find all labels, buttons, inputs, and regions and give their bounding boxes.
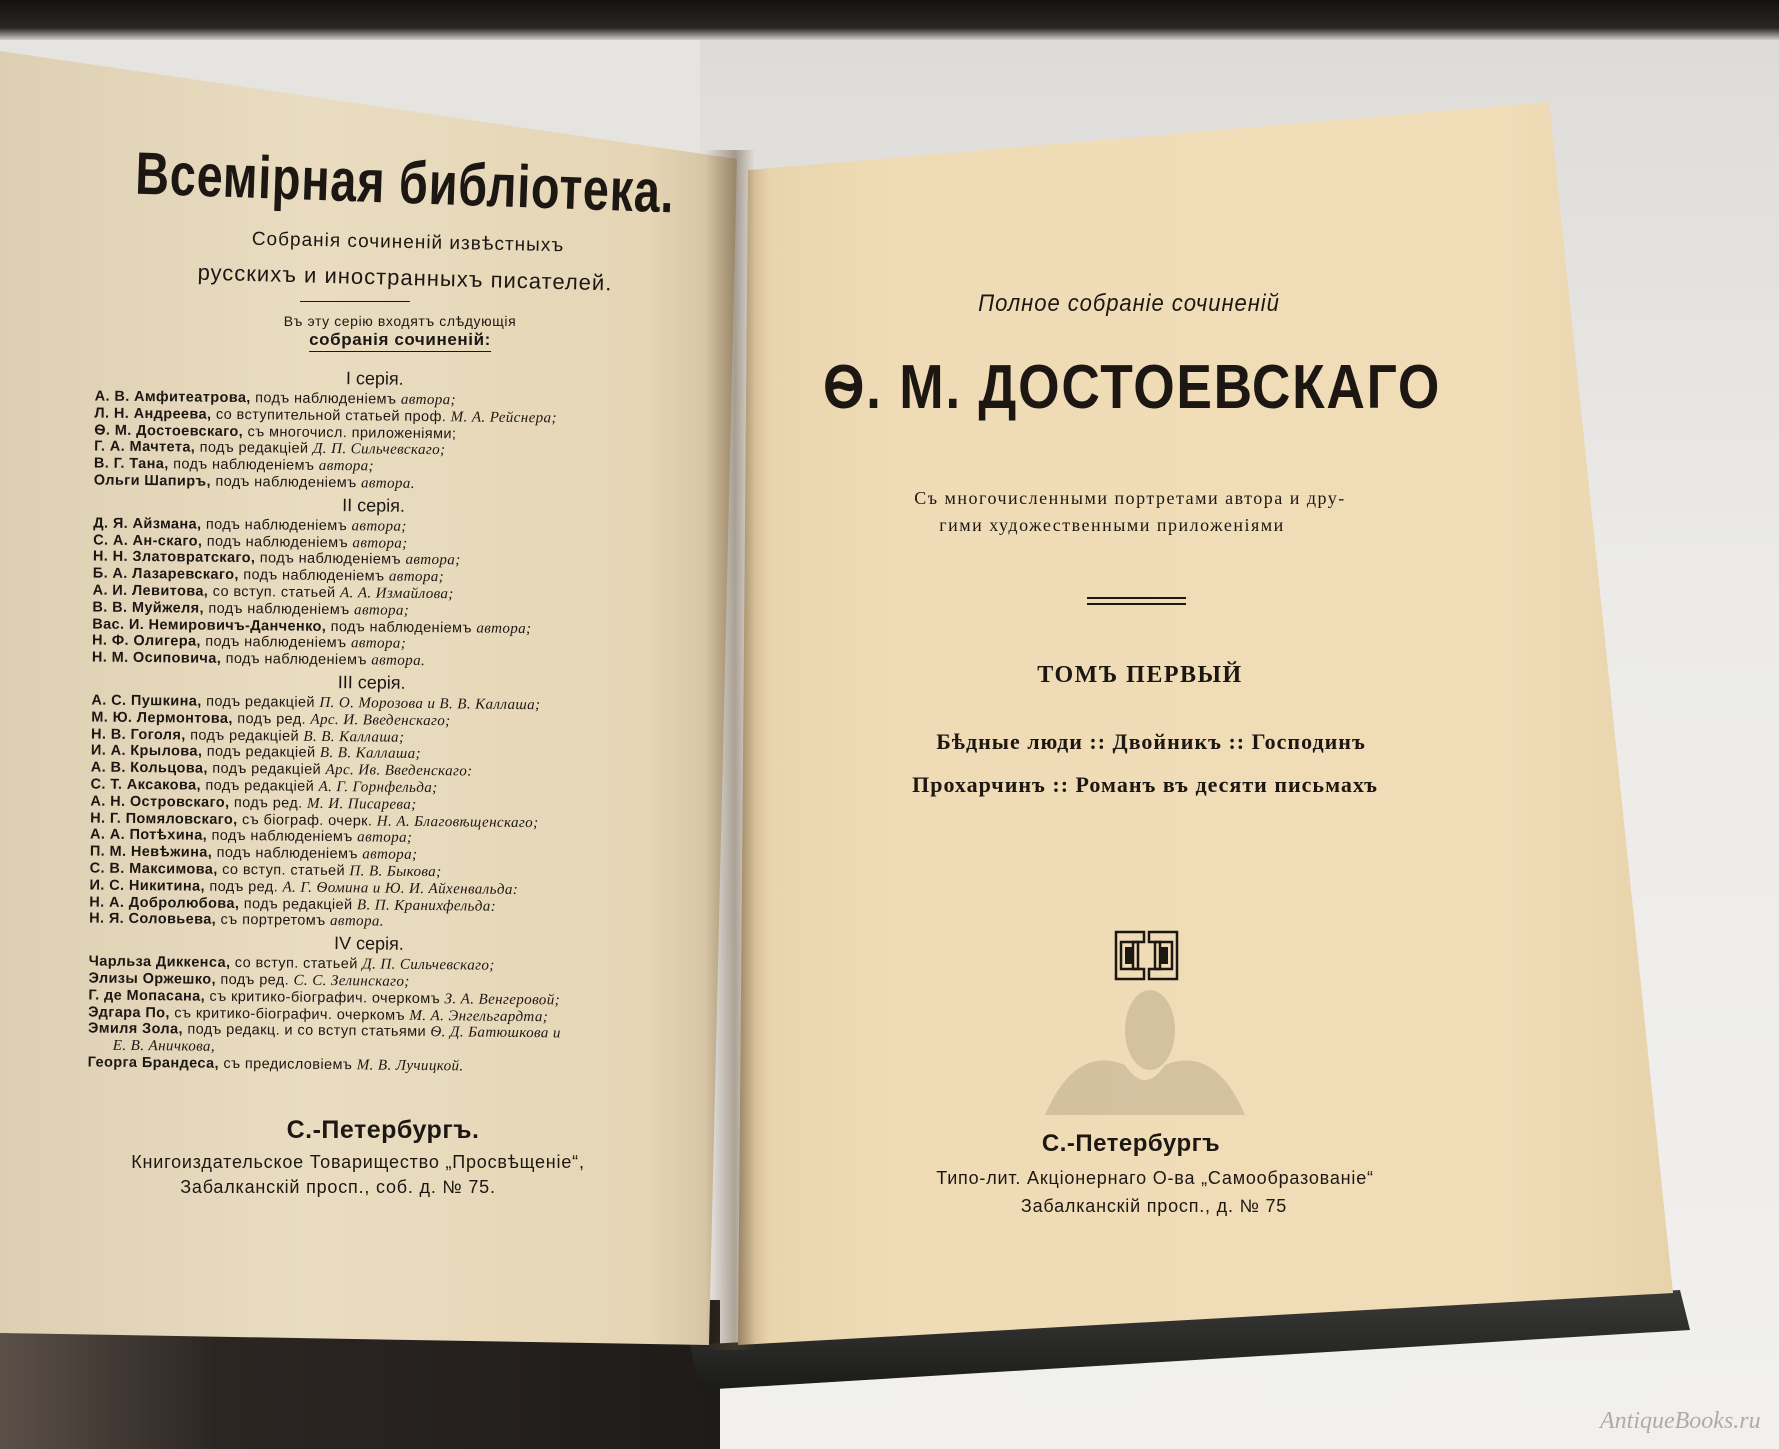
author-name: Георга Брандеса, — [87, 1054, 220, 1072]
author-name: Н. Н. Златовратскаго, — [92, 548, 256, 567]
author-name: С. А. Ан-скаго, — [93, 532, 203, 550]
right-city: С.-Петербургъ — [1041, 1130, 1221, 1157]
author-name: Л. Н. Андреева, — [94, 405, 212, 423]
series-heading: III серія. — [337, 672, 406, 693]
book-gutter — [705, 150, 755, 1350]
entry-text: подъ наблюденіемъ — [168, 456, 319, 475]
entry-editor: автора; — [388, 568, 445, 586]
right-address: Забалканскій просп., д. № 75 — [1020, 1196, 1288, 1216]
entry-editor: автора; — [354, 602, 410, 619]
left-city: С.-Петербургъ. — [286, 1116, 480, 1144]
author-name: Эмиля Зола, — [87, 1020, 184, 1038]
entry-editor: М. В. Лучицкой. — [356, 1057, 464, 1075]
entry-editor: С. С. Зелинскаго; — [293, 972, 410, 990]
author-name: Н. Ф. Олигера, — [91, 632, 201, 651]
author-name: Чарльза Диккенса, — [88, 953, 231, 972]
author-name: А. В. Кольцова, — [90, 759, 208, 777]
entry-editor: автора. — [329, 913, 385, 930]
left-address: Забалканскій просп., соб. д. № 75. — [180, 1177, 496, 1197]
series-heading: IV серія. — [333, 933, 404, 954]
entry-text: подъ редакц. и со вступ статьями — [182, 1021, 431, 1041]
entry-text: подъ редакціей — [195, 439, 313, 458]
entry-editor: автора; — [400, 391, 457, 409]
entry-text: подъ наблюденіемъ — [200, 634, 352, 652]
series-heading: II серія. — [342, 494, 406, 516]
entry-text: съ многочисл. приложеніями; — [243, 423, 457, 442]
entry-editor: Д. П. Сильчевскаго; — [312, 441, 446, 459]
author-name: Н. М. Осиповича, — [91, 649, 222, 668]
author-name: Н. А. Добролюбова, — [89, 894, 240, 912]
entry-text: подъ наблюденіемъ — [255, 550, 406, 569]
entry-editor: А. А. Измайлова; — [339, 585, 454, 603]
entry-editor: автора; — [318, 458, 375, 475]
author-name: Б. А. Лазаревскаго, — [92, 565, 239, 584]
author-name: В. В. Муйжеля, — [92, 599, 205, 617]
volume-label: ТОМЪ ПЕРВЫЙ — [1037, 662, 1243, 688]
entry-editor: П. В. Быкова; — [349, 863, 442, 881]
series-subtitle-1: Собранія сочиненій извѣстныхъ — [251, 228, 565, 257]
entry-editor: автора; — [352, 534, 408, 552]
entry-editor: М. А. Энгельгардта; — [409, 1007, 549, 1025]
entry-text: подъ наблюденіемъ — [221, 651, 372, 669]
entry-text: подъ наблюденіемъ — [202, 533, 353, 551]
entry-text: подъ наблюденіемъ — [210, 473, 362, 492]
author-name: Элизы Оржешко, — [88, 970, 217, 988]
entry-editor: В. В. Каллаша; — [319, 745, 422, 763]
entry-text: подъ редакціей — [200, 777, 319, 795]
author-name: А. И. Левитова, — [92, 582, 209, 600]
entry-text: подъ наблюденіемъ — [201, 516, 352, 534]
entry-text: подъ редакціей — [239, 895, 358, 913]
author-name: Г. А. Мачтета, — [94, 438, 196, 456]
entry-editor: автора; — [351, 518, 407, 535]
author-name: А. В. Амфитеатрова, — [94, 388, 251, 407]
entry-editor-continued: Е. В. Аничкова, — [112, 1037, 216, 1055]
author-name: Н. В. Гоголя, — [91, 726, 186, 744]
entry-text: подъ наблюденіемъ — [203, 600, 355, 619]
left-publisher: Книгоиздательское Товарищество „Просвѣщеніе“, — [131, 1152, 585, 1172]
entry-editor: автора. — [360, 475, 415, 492]
author-name: В. Г. Тана, — [93, 455, 169, 473]
author-name: Ѳ. М. Достоевскаго, — [94, 422, 244, 440]
author-name: И. А. Крылова, — [90, 742, 203, 761]
divider — [300, 301, 410, 302]
watermark: AntiqueBooks.ru — [1600, 1408, 1761, 1434]
entry-text: подъ ред. — [215, 971, 294, 989]
entry-editor: М. И. Писарева; — [306, 795, 417, 813]
author-name: И. С. Никитина, — [89, 877, 206, 895]
series-list — [38, 362, 685, 1077]
entry-text: со вступ. статьей — [230, 955, 363, 973]
entry-text: со вступительной статьей проф. — [211, 406, 451, 426]
entry-text: подъ наблюденіемъ — [326, 618, 477, 637]
entry-text: съ предисловіемъ — [218, 1055, 357, 1074]
author-name: П. М. Невѣжина, — [89, 843, 213, 861]
author-name: Н. Г. Помяловскаго, — [90, 810, 238, 828]
series-intro-1: Въ эту серію входятъ слѣдующія — [283, 313, 517, 329]
dark-background-top — [0, 0, 1779, 40]
publisher-monogram-icon — [1113, 929, 1180, 982]
entry-text: подъ наблюденіемъ — [207, 828, 358, 846]
entry-editor: П. О. Морозова и В. В. Каллаша; — [319, 694, 541, 714]
author-name: Ольги Шапиръ, — [93, 472, 212, 490]
series-intro-2: собранія сочиненій: — [309, 330, 491, 352]
entry-editor: автора. — [371, 652, 426, 670]
entry-editor: автора; — [357, 829, 413, 847]
contents-line-1: Бѣдные люди :: Двойникъ :: Господинъ — [936, 729, 1366, 754]
entry-text: подъ ред. — [204, 878, 283, 896]
series-heading: I серія. — [345, 368, 404, 389]
crest-watermark-icon — [1035, 985, 1255, 1135]
entry-editor: автора; — [350, 635, 407, 653]
entry-text: подъ наблюденіемъ — [250, 390, 401, 408]
pretitle: Полное собраніе сочиненій — [978, 290, 1280, 317]
author-name: А. Н. Островскаго, — [90, 793, 230, 811]
subtitle-2: гими художественными приложеніями — [939, 515, 1285, 535]
entry-editor: В. П. Кранихфельда: — [356, 896, 497, 915]
entry-editor: автора; — [362, 846, 418, 864]
entry-text: съ критико-біографич. очеркомъ — [169, 1004, 410, 1024]
entry-text: подъ наблюденіемъ — [212, 844, 363, 863]
entry-text: подъ редакціей — [185, 727, 304, 745]
entry-text: подъ ред. — [232, 710, 311, 728]
entry-text: подъ редакціей — [202, 744, 321, 762]
entry-editor: Арс. И. Введенскаго; — [310, 711, 451, 730]
author-name: Эдгара По, — [88, 1003, 170, 1021]
author-title: Ѳ. М. ДОСТОЕВСКАГО — [822, 353, 1442, 422]
entry-editor: В. В. Каллаша; — [303, 728, 405, 746]
entry-text: со вступ. статьей — [217, 861, 350, 880]
author-name: Вас. И. Немировичъ-Данченко, — [92, 616, 327, 635]
author-name: Г. де Мопасана, — [88, 987, 206, 1005]
entry-text: со вступ. статьей — [208, 583, 341, 602]
author-name: А. А. Потѣхина, — [89, 826, 208, 845]
entry-editor: З. А. Венгеровой; — [444, 990, 561, 1009]
entry-text: подъ ред. — [229, 794, 308, 812]
series-title: Всемірная библіотека. — [134, 139, 676, 226]
entry-editor: Арс. Ив. Введенскаго: — [325, 762, 473, 780]
entry-text: съ біограф. очерк. — [237, 811, 377, 830]
entry-text: подъ редакціей — [207, 760, 326, 779]
entry-editor: автора; — [405, 552, 461, 569]
entry-editor: Ѳ. Д. Батюшкова и — [430, 1024, 561, 1042]
author-name: Д. Я. Айзмана, — [93, 515, 202, 533]
entry-editor: А. Г. Ѳомина и Ю. И. Айхенвальда: — [282, 879, 519, 898]
entry-editor: А. Г. Горнфельда; — [318, 778, 438, 797]
author-name: С. Т. Аксакова, — [90, 776, 202, 794]
entry-text: съ критико-біографич. очеркомъ — [204, 988, 445, 1007]
author-name: Н. Я. Соловьева, — [89, 910, 217, 929]
entry-editor: Н. А. Благовѣщенскаго; — [376, 813, 539, 831]
series-subtitle-2: русскихъ и иностранныхъ писателей. — [197, 259, 613, 296]
printer: Типо-лит. Акціонернаго О-ва „Самообразованіе“ — [936, 1168, 1374, 1188]
subtitle-1: Съ многочисленными портретами автора и дру- — [914, 488, 1346, 508]
entry-editor: Д. П. Сильчевскаго; — [362, 956, 495, 974]
author-name: М. Ю. Лермонтова, — [91, 709, 233, 727]
entry-text: подъ наблюденіемъ — [238, 567, 390, 585]
double-rule — [1087, 597, 1186, 605]
contents-line-2: Прохарчинъ :: Романъ въ десяти письмахъ — [912, 772, 1378, 797]
entry-editor: автора; — [476, 620, 532, 637]
author-name: С. В. Максимова, — [89, 860, 218, 878]
entry-text: съ портретомъ — [216, 912, 331, 930]
entry-text: подъ редакціей — [201, 693, 320, 711]
entry-editor: М. А. Рейснера; — [450, 409, 557, 427]
author-name: А. С. Пушкина, — [91, 692, 202, 710]
